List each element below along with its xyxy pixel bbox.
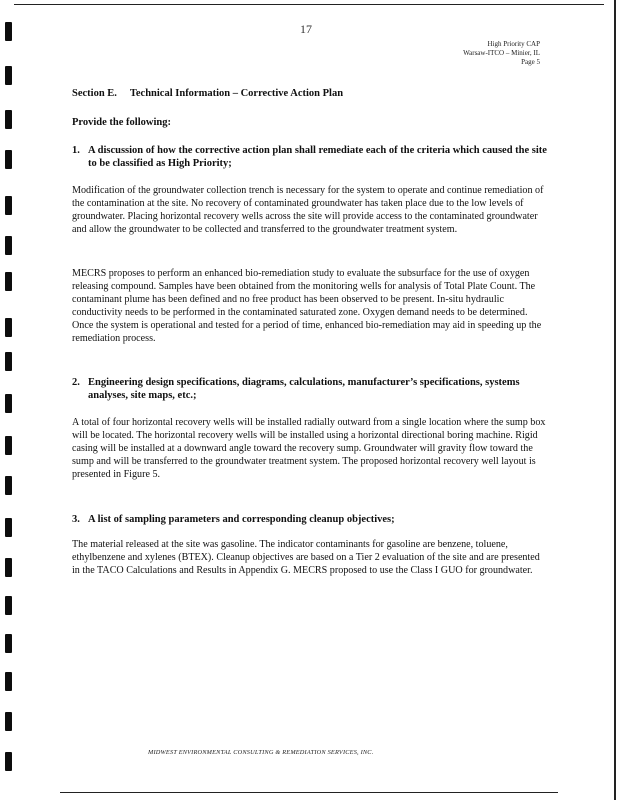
item-heading-text: A discussion of how the corrective action plan shall remediate each of the criteria which caused the site to be classified as High Priority; — [88, 145, 547, 169]
binding-mark — [5, 518, 12, 537]
running-header — [463, 40, 540, 67]
item-heading-text: A list of sampling parameters and corresponding cleanup objectives; — [88, 514, 395, 525]
section-title: Section E. Technical Information – Corrective Action Plan — [72, 88, 344, 99]
binding-mark — [5, 436, 12, 455]
binding-mark — [5, 752, 12, 771]
item-heading — [72, 513, 547, 526]
binding-mark — [5, 236, 12, 255]
item-heading — [72, 144, 547, 170]
item-heading — [72, 376, 547, 402]
binding-mark — [5, 66, 12, 85]
header-title: High Priority CAP — [487, 40, 540, 48]
binding-mark — [5, 476, 12, 495]
footer-company: MIDWEST ENVIRONMENTAL CONSULTING & REMEDIATION SERVICES, INC. — [148, 749, 374, 756]
scan-edge-top — [14, 4, 604, 5]
scan-edge-right — [614, 0, 616, 800]
item-heading-text: Engineering design specifications, diagrams, calculations, manufacturer’s specifications, systems analyses, site maps, etc.; — [88, 377, 520, 401]
binding-mark — [5, 150, 12, 169]
scan-edge-bottom — [60, 792, 558, 793]
item-number: 2. — [72, 377, 80, 388]
binding-mark — [5, 196, 12, 215]
paragraph: MECRS proposes to perform an enhanced bio-remediation study to evaluate the subsurface for the use of oxygen releasing compound. Samples have been obtained from the monitoring wells for analysis of Total Plate Count. The contaminant plume has been defined and no free product has been observed to be present. In-situ hydraulic conductivity needs to be performed in the contaminated saturated zone. Oxygen demand needs to be determined. Once the system is operational and tested for a period of time, enhanced bio-remediation may aid in speeding up the remediation process. — [72, 268, 542, 344]
binding-mark — [5, 272, 12, 291]
binding-mark — [5, 22, 12, 41]
binding-mark — [5, 110, 12, 129]
binding-hole-marks — [5, 0, 13, 800]
provide-heading: Provide the following: — [72, 117, 171, 128]
header-site: Warsaw-ITCO – Minier, IL — [463, 49, 540, 57]
binding-mark — [5, 596, 12, 615]
page-number: 17 — [300, 22, 312, 36]
paragraph: Modification of the groundwater collection trench is necessary for the system to operate and continue remediation of the contamination at the site. No recovery of contaminated groundwater has taken place due to the low levels of groundwater. Placing horizontal recovery wells across the site will provide access to the contaminated groundwater and allow the groundwater to be collected and transferred to the groundwater treatment system. — [72, 185, 544, 235]
header-page: Page 5 — [521, 58, 540, 66]
binding-mark — [5, 352, 12, 371]
binding-mark — [5, 672, 12, 691]
binding-mark — [5, 634, 12, 653]
binding-mark — [5, 394, 12, 413]
paragraph: A total of four horizontal recovery wells will be installed radially outward from a single location where the sump box will be located. The horizontal recovery wells will be installed using a horizontal directional boring machine. Rigid casing will be installed at a downward angle toward the recovery sump. Groundwater will gravity flow toward the sump and will be transferred to the groundwater treatment system. The proposed horizontal recovery well layout is presented in Figure 5. — [72, 417, 546, 480]
binding-mark — [5, 712, 12, 731]
item-number: 3. — [72, 514, 80, 525]
paragraph: The material released at the site was gasoline. The indicator contaminants for gasoline are benzene, toluene, ethylbenzene and xylenes (BTEX). Cleanup objectives are based on a Tier 2 evaluation of the site and are presented in the TACO Calculations and Results in Appendix G. MECRS proposed to use the Class I GUO for groundwater. — [72, 539, 540, 576]
binding-mark — [5, 558, 12, 577]
binding-mark — [5, 318, 12, 337]
item-number: 1. — [72, 145, 80, 156]
